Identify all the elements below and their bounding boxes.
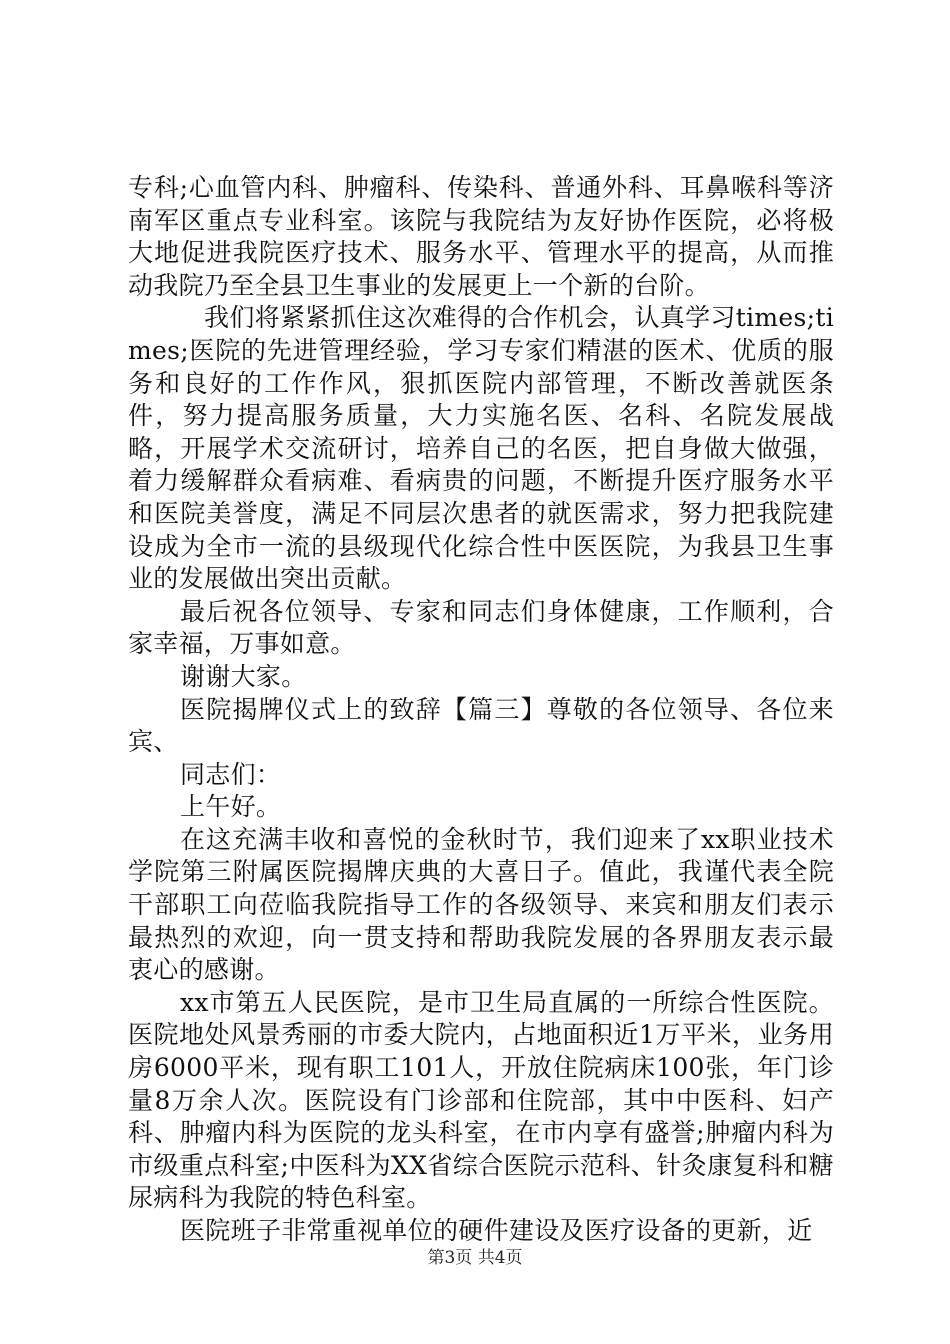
paragraph-9: xx市第五人民医院，是市卫生局直属的一所综合性医院。医院地处风景秀丽的市委大院内，占地面积近1万平米，业务用房6000平米，现有职工101人，开放住院病床100张，年门诊量8万余人次。医院设有门诊部和住院部，其中中医科、妇产科、肿瘤内科为医院的龙头科室，在市内享有盛誉;肿瘤内科为市级重点科室;中医科为XX省综合医院示范科、针灸康复科和糖尿病科为我院的特色科室。 bbox=[128, 987, 834, 1213]
section-heading: 医院揭牌仪式上的致辞【篇三】尊敬的各位领导、各位来宾、 bbox=[128, 694, 834, 757]
greeting: 上午好。 bbox=[180, 792, 282, 822]
paragraph-4: 谢谢大家。 bbox=[180, 661, 307, 691]
page-footer: 第3页 共4页 bbox=[427, 1248, 523, 1268]
paragraph-2: 我们将紧紧抓住这次难得的合作机会，认真学习times;times;医院的先进管理经验，学习专家们精湛的医术、优质的服务和良好的工作作风，狠抓医院内部管理，不断改善就医条件，努力提高服务质量，大力实施名医、名科、名院发展战略，开展学术交流研讨，培养自己的名医，把自身做大做强，着力缓解群众看病难、看病贵的问题，不断提升医疗服务水平和医院美誉度，满足不同层次患者的就医需求，努力把我院建设成为全市一流的县级现代化综合性中医医院，为我县卫生事业的发展做出突出贡献。 bbox=[128, 303, 834, 594]
paragraph-8: 在这充满丰收和喜悦的金秋时节，我们迎来了xx职业技术学院第三附属医院揭牌庆典的大喜日子。值此，我谨代表全院干部职工向莅临我院指导工作的各级领导、来宾和朋友们表示最热烈的欢迎，向一贯支持和帮助我院发展的各界朋友表示最衷心的感谢。 bbox=[128, 824, 834, 985]
paragraph-3: 最后祝各位领导、专家和同志们身体健康，工作顺利，合家幸福，万事如意。 bbox=[128, 596, 834, 659]
paragraph-10: 医院班子非常重视单位的硬件建设及医疗设备的更新，近 bbox=[180, 1216, 813, 1245]
salutation: 同志们： bbox=[180, 759, 282, 789]
document-body bbox=[128, 172, 834, 1248]
paragraph-1: 专科;心血管内科、肿瘤科、传染科、普通外科、耳鼻喉科等济南军区重点专业科室。该院与我院结为友好协作医院，必将极大地促进我院医疗技术、服务水平、管理水平的提高，从而推动我院乃至全县卫生事业的发展更上一个新的台阶。 bbox=[128, 173, 834, 300]
